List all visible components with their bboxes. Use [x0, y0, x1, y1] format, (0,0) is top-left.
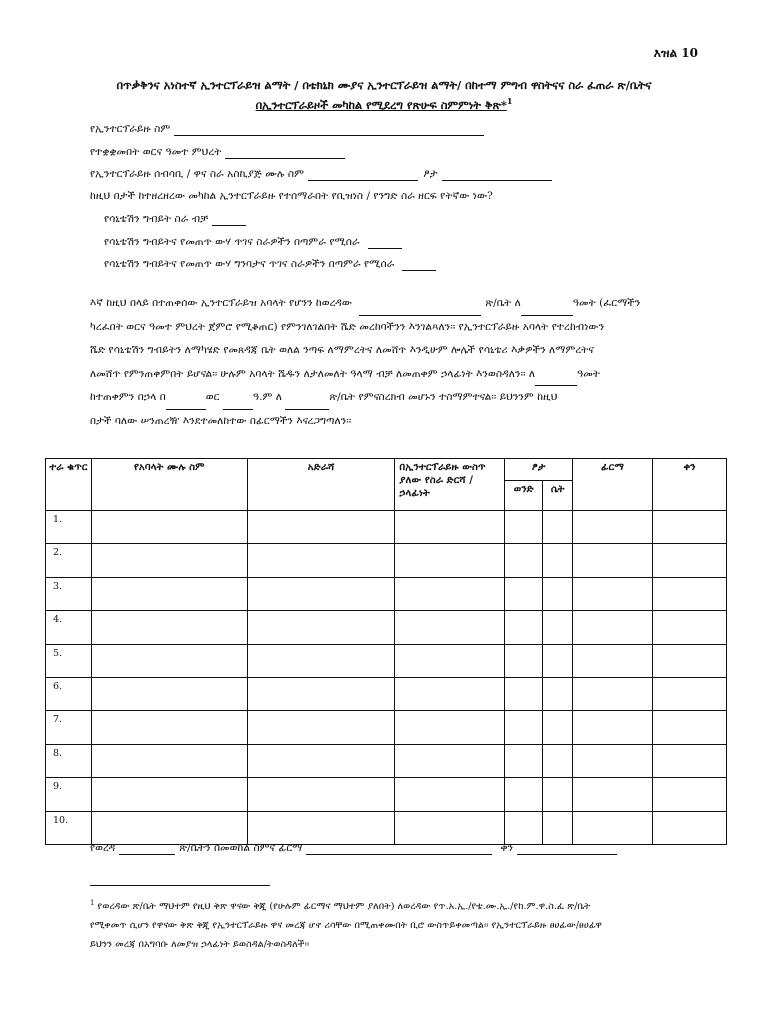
signature-cell[interactable]: [573, 544, 653, 577]
signature-cell[interactable]: [573, 577, 653, 610]
header-female: ሴት: [543, 481, 573, 511]
member-name-cell[interactable]: [91, 577, 247, 610]
male-cell[interactable]: [505, 744, 543, 777]
sector-option-1-label: የሳኒቴሽን ግብይት ስራ ብቻ: [104, 213, 209, 225]
signoff-date-field[interactable]: [517, 842, 617, 855]
agreement-line-1: [90, 292, 730, 316]
table-row: [46, 511, 727, 544]
date-cell[interactable]: [653, 611, 727, 644]
table-row: [46, 711, 727, 744]
return-date-blank[interactable]: [166, 397, 206, 410]
footnote: [90, 894, 720, 954]
row-number: 9.: [46, 778, 92, 811]
form-title-line-1: በጥቃቅንና አነስተኛ ኢንተርፕራይዝ ልማት / በቴክኒክ ሙያና ኢንተርፕራይዝ ልማት/ በከተማ ምግብ ዋስትናና ስራ ፈጠራ ጽ/ቤትና: [116, 78, 652, 92]
address-cell[interactable]: [247, 611, 395, 644]
footnote-marker: 1: [90, 899, 95, 907]
agreement-line-2: ካረፈበት ወርና ዓመተ ምህረት ጀምሮ የሚቆጠር) የምንገለገልበት ሼድ መረከባችንን እንገልጻለን፡፡ የኢንተርፕራይዙ አባላት የተረከብነውን: [90, 320, 605, 333]
header-role: በኢንተርፕራይዙ ውስጥ ያለው የስራ ድርሻ / ኃላፊነት: [395, 459, 505, 511]
female-cell[interactable]: [543, 711, 573, 744]
years-blank[interactable]: [521, 303, 573, 316]
title-footnote-ref: 1: [506, 96, 513, 106]
enterprise-name-row: [90, 123, 484, 136]
row-number: 6.: [46, 677, 92, 710]
male-cell[interactable]: [505, 577, 543, 610]
address-cell[interactable]: [247, 644, 395, 677]
row-number: 2.: [46, 544, 92, 577]
header-full-name: የአባላት ሙሉ ስም: [91, 459, 247, 511]
signature-cell[interactable]: [573, 511, 653, 544]
header-address: አድራሻ: [247, 459, 395, 511]
agreement-text-1c: ዓመት (ፈርማችን: [572, 297, 641, 309]
agreement-text-4b: ዓመት: [577, 367, 601, 380]
members-table: [45, 458, 727, 845]
date-cell[interactable]: [653, 644, 727, 677]
role-cell[interactable]: [395, 644, 505, 677]
table-row: [46, 544, 727, 577]
female-cell[interactable]: [543, 778, 573, 811]
female-cell[interactable]: [543, 577, 573, 610]
agreement-line-5: [90, 386, 730, 410]
member-name-cell[interactable]: [91, 811, 247, 844]
member-name-cell[interactable]: [91, 544, 247, 577]
signoff-woreda-field[interactable]: [119, 842, 175, 855]
sector-option-2-field[interactable]: [368, 236, 402, 249]
chair-name-field[interactable]: [308, 168, 418, 181]
agreement-text-5a: ከተጠቀምን በኃላ በ: [90, 391, 166, 403]
header-signature: ፊርማ: [573, 459, 653, 511]
member-name-cell[interactable]: [91, 611, 247, 644]
header-sex: ፆታ: [505, 459, 573, 481]
signature-cell[interactable]: [573, 644, 653, 677]
header-no: ተራ ቁጥር: [46, 459, 92, 511]
member-name-cell[interactable]: [91, 778, 247, 811]
agreement-line-6: በታች ባለው ሠንጠረዥ እንደተመለከተው በፊርማችን እናረጋግጣለን፡፡: [90, 414, 352, 427]
chair-sex-label: ፆታ: [423, 168, 438, 180]
row-number: 5.: [46, 644, 92, 677]
role-cell[interactable]: [395, 744, 505, 777]
chair-name-row: [90, 168, 552, 181]
address-cell[interactable]: [247, 711, 395, 744]
agreement-text-1b: ጽ/ቤት ለ: [485, 297, 521, 309]
return-office-blank[interactable]: [285, 397, 329, 410]
footnote-text-1: የወረዳው ጽ/ቤት ማህተም የዚህ ቅጽ ዋናው ቅጂ (የሁሉም ፊርማና ማህተም ያለበት) ለወረዳው የጥ.አ.ኢ./የቴ.ሙ.ኢ./የከ.ም.ዋ.ስ.ፈ ጽ/ቤት: [97, 901, 591, 913]
established-date-row: [90, 146, 345, 159]
table-row: [46, 644, 727, 677]
date-cell[interactable]: [653, 577, 727, 610]
sector-option-1: [104, 213, 246, 226]
footnote-divider: [90, 885, 270, 886]
row-number: 8.: [46, 744, 92, 777]
enterprise-name-field[interactable]: [174, 123, 484, 136]
agreement-text-5d: ጽ/ቤት የምናስረክብ መሆኑን ተስማምተናል፡፡ ይህንንም ከዚህ: [329, 391, 558, 403]
row-number: 10.: [46, 811, 92, 844]
chair-sex-field[interactable]: [442, 168, 552, 181]
duration-years-blank[interactable]: [535, 373, 577, 386]
established-date-label: የተቋቋመበት ወርና ዓመተ ምህረት: [90, 146, 222, 158]
member-name-cell[interactable]: [91, 644, 247, 677]
date-cell[interactable]: [653, 711, 727, 744]
agreement-paragraph: [90, 292, 730, 433]
sector-question: ከዚህ በታች ከተዘረዘረው መካከል ኢንተርፕራይዙ የተሰማራበት የቢዝነስ / የንግድ ስራ ዘርፍ የትኛው ነው?: [90, 190, 493, 202]
table-row: [46, 677, 727, 710]
enterprise-name-label: የኢንተርፕራይዙ ስም: [90, 123, 171, 135]
female-cell[interactable]: [543, 644, 573, 677]
female-cell[interactable]: [543, 677, 573, 710]
sector-option-3-label: የሳኒቴሽን ግብይትና የመጠጥ ውሃ ግንባታና ጥገና ስራዎችን በጣምራ የሚሰራ: [104, 258, 395, 270]
row-number: 3.: [46, 577, 92, 610]
signature-cell[interactable]: [573, 611, 653, 644]
female-cell[interactable]: [543, 744, 573, 777]
address-cell[interactable]: [247, 677, 395, 710]
address-cell[interactable]: [247, 511, 395, 544]
footnote-line-1: [90, 894, 720, 916]
signature-cell[interactable]: [573, 711, 653, 744]
role-cell[interactable]: [395, 611, 505, 644]
date-cell[interactable]: [653, 677, 727, 710]
return-month-blank[interactable]: [223, 397, 253, 410]
female-cell[interactable]: [543, 544, 573, 577]
date-cell[interactable]: [653, 811, 727, 844]
member-name-cell[interactable]: [91, 677, 247, 710]
header-date: ቀን: [653, 459, 727, 511]
sector-option-3-field[interactable]: [402, 258, 436, 271]
footnote-line-2: የሚቀመጥ ሲሆን የዋናው ቅጽ ቅጂ የኢንተርፕራይዙ ዋና መረጃ ሆኖ ሪሳቸው በሚጠቀሙበት ቢሮ ውስጥይቀመጣል፡፡ የኢንተርፕራይዙ ፀሀፊው/ፀሀፊዋ: [90, 920, 602, 932]
address-cell[interactable]: [247, 577, 395, 610]
header-male: ወንድ: [505, 481, 543, 511]
signoff-signature-field[interactable]: [306, 842, 492, 855]
sector-option-1-field[interactable]: [212, 213, 246, 226]
row-number: 1.: [46, 511, 92, 544]
role-cell[interactable]: [395, 577, 505, 610]
role-cell[interactable]: [395, 677, 505, 710]
role-cell[interactable]: [395, 711, 505, 744]
member-name-cell[interactable]: [91, 744, 247, 777]
role-cell[interactable]: [395, 778, 505, 811]
woreda-office-blank[interactable]: [359, 303, 481, 316]
address-cell[interactable]: [247, 778, 395, 811]
annex-label: እዝል 10: [653, 46, 698, 60]
established-date-field[interactable]: [225, 146, 345, 159]
date-cell[interactable]: [653, 544, 727, 577]
table-row: [46, 611, 727, 644]
office-signoff: [90, 842, 617, 855]
agreement-text-4a: ለመሸጥ የምንጠቀምበት ይሆናል፡፡ ሁሉም አባላት ሼዱን ለታለመለት ዓላማ ብቻ ለመጠቀም ኃላፊነት እንወስዳለን፡፡ ለ: [90, 367, 536, 380]
male-cell[interactable]: [505, 677, 543, 710]
sector-option-2: [104, 236, 402, 249]
row-number: 7.: [46, 711, 92, 744]
female-cell[interactable]: [543, 811, 573, 844]
date-cell[interactable]: [653, 511, 727, 544]
address-cell[interactable]: [247, 544, 395, 577]
signature-cell[interactable]: [573, 677, 653, 710]
member-name-cell[interactable]: [91, 711, 247, 744]
date-cell[interactable]: [653, 778, 727, 811]
agreement-text-1a: እኛ ከዚህ በላይ በተጠቀሰው ኢንተርፕራይዝ አባላት የሆንን ከወረዳው: [90, 297, 353, 309]
table-row: [46, 778, 727, 811]
chair-name-label: የኢንተርፕራይዙ ሰብሳቢ / ዋና ስራ አስኪያጅ ሙሉ ስም: [90, 168, 304, 180]
date-cell[interactable]: [653, 744, 727, 777]
agreement-text-5c: ዓ.ም ለ: [252, 391, 283, 403]
male-cell[interactable]: [505, 711, 543, 744]
table-row: [46, 744, 727, 777]
signature-cell[interactable]: [573, 778, 653, 811]
role-cell[interactable]: [395, 544, 505, 577]
signature-cell[interactable]: [573, 744, 653, 777]
signoff-office-label: ጽ/ቤትን በመወከል ስምና ፊርማ: [179, 842, 303, 854]
agreement-line-3: ሼድ የሳኒቴሽን ግብይትን ለማካሄድ የመጸዳጃ ቤት ወለል ንጣፍ ለማምረትና ለመሸጥ እንዲሁም ሎሌች የሳኒቴሪ እቃዎችን ለማምረትና: [90, 344, 595, 356]
signature-cell[interactable]: [573, 811, 653, 844]
table-row: [46, 577, 727, 610]
footnote-line-3: ይህንን መረጃ በአግባቡ ለመያዝ ኃላፊነት ይወስዳል/ትወስዳለች፡፡: [90, 939, 310, 951]
agreement-text-5b: ወር: [205, 391, 220, 403]
table-row: [46, 811, 727, 844]
male-cell[interactable]: [505, 611, 543, 644]
male-cell[interactable]: [505, 644, 543, 677]
signoff-woreda-label: የወረዳ: [90, 842, 116, 854]
female-cell[interactable]: [543, 611, 573, 644]
male-cell[interactable]: [505, 778, 543, 811]
male-cell[interactable]: [505, 544, 543, 577]
agreement-line-4: [90, 363, 730, 387]
role-cell[interactable]: [395, 511, 505, 544]
form-title-line-2: [40, 96, 728, 113]
role-cell[interactable]: [395, 811, 505, 844]
address-cell[interactable]: [247, 744, 395, 777]
female-cell[interactable]: [543, 511, 573, 544]
row-number: 4.: [46, 611, 92, 644]
sector-option-2-label: የሳኒቴሽን ግብይትና የመጠጥ ውሃ ጥገና ስራዎችን በጣምራ የሚሰራ: [104, 236, 360, 248]
address-cell[interactable]: [247, 811, 395, 844]
form-title-text: በኢንተርፕራይዞች መካከል የሚደረግ የጽሁፍ ስምምነት ቅጽ*: [255, 97, 507, 112]
male-cell[interactable]: [505, 811, 543, 844]
male-cell[interactable]: [505, 511, 543, 544]
member-name-cell[interactable]: [91, 511, 247, 544]
signoff-date-label: ቀን: [500, 842, 514, 854]
sector-option-3: [104, 258, 436, 271]
